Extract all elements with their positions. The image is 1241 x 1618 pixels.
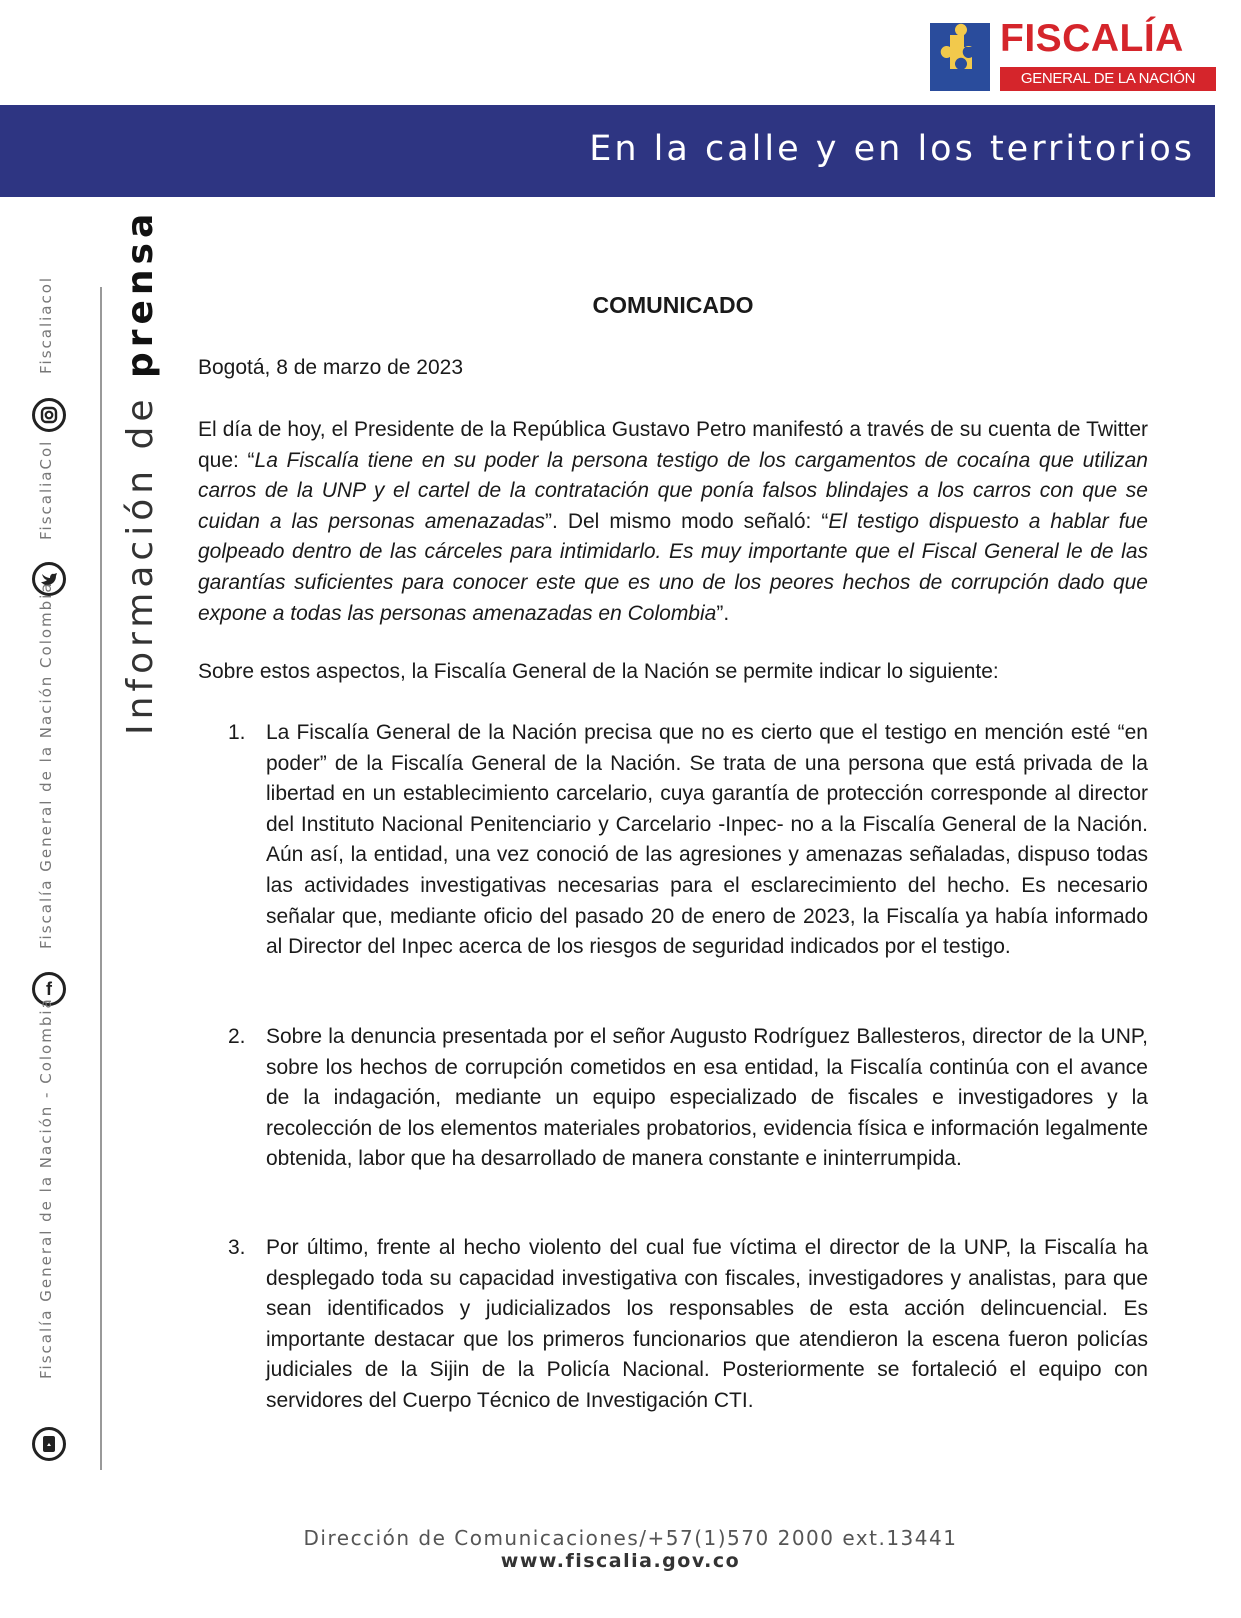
- paragraph-lead: El día de hoy, el Presidente de la República Gustavo Petro manifestó a través de su cuenta de Twitter que: “: [198, 418, 1148, 472]
- list-text: Por último, frente al hecho violento del cual fue víctima el director de la UNP, la Fiscalía ha desplegado toda su capacidad investigativa con fiscales, investigadores y analistas, para que sean identificados y judicializados los responsables de esta acción delincuencial. Es importante destacar que los primeros funcionarios que atendieron la escena fueron policías judiciales de la Sijin de la Policía Nacional. Posteriormente se fortaleció el equipo con servidores del Cuerpo Técnico de Investigación CTI.: [266, 1236, 1148, 1412]
- social-label-facebook: Fiscalía General de la Nación Colombia: [37, 581, 55, 949]
- section-label-light: Información de: [120, 378, 161, 735]
- social-sidebar: [25, 275, 79, 1482]
- banner-slogan: En la calle y en los territorios: [589, 129, 1195, 169]
- document-date: Bogotá, 8 de marzo de 2023: [198, 356, 464, 379]
- list-number: 2.: [228, 1025, 246, 1048]
- list-number: 3.: [228, 1236, 246, 1259]
- list-text: La Fiscalía General de la Nación precisa que no es cierto que el testigo en mención esté “en poder” de la Fiscalía General de la Nación. Se trata de una persona que está privada de la libertad en un establecimiento carcelario, cuya garantía de protección corresponde al director del Instituto Nacional Penitenciario y Carcelario -Inpec- no a la Fiscalía General de la Nación. Aún así, la entidad, una vez conoció de las agresiones y amenazas señaladas, dispuso todas las actividades investigativas necesarias para el esclarecimiento del hecho. Es necesario señalar que, mediante oficio del pasado 20 de enero de 2023, la Fiscalía ya había informado al Director del Inpec acerca de los riesgos de seguridad indicados por el testigo.: [266, 721, 1148, 959]
- section-label-bold: prensa: [120, 208, 161, 379]
- paragraph-middle: ”. Del mismo modo señaló: “: [545, 509, 829, 533]
- instagram-icon[interactable]: [32, 398, 66, 432]
- social-label-instagram: Fiscaliacol: [37, 275, 55, 374]
- logo-subtitle: GENERAL DE LA NACIÓN: [1000, 67, 1216, 91]
- list-number: 1.: [228, 721, 246, 744]
- social-label-twitter: FiscaliaCol: [37, 439, 55, 540]
- sidebar-divider: [100, 287, 102, 1470]
- slogan-banner: [0, 105, 1215, 197]
- footer-website-link[interactable]: www.fiscalia.gov.co: [500, 1550, 741, 1572]
- logo-title: FISCALÍA: [1000, 17, 1184, 60]
- social-label-youtube: Fiscalía General de la Nación - Colombia: [37, 997, 55, 1379]
- facebook-icon[interactable]: f: [32, 972, 66, 1006]
- puzzle-piece-icon: [930, 23, 990, 91]
- quote-1: La Fiscalía tiene en su poder la persona testigo de los cargamentos de cocaína que utilizan carros de la UNP y el cartel de la contratación que ponía falsos blindajes a los carros con que se cuidan a las personas amenazadas: [198, 448, 1148, 533]
- youtube-icon[interactable]: [32, 1427, 66, 1461]
- list-intro: Sobre estos aspectos, la Fiscalía General de la Nación se permite indicar lo siguiente:: [198, 660, 999, 683]
- fiscalia-logo: [930, 17, 1216, 91]
- paragraph-end: ”.: [716, 601, 730, 625]
- quote-2: El testigo dispuesto a hablar fue golpeado dentro de las cárceles para intimidarlo. Es muy importante que el Fiscal General le de las garantías suficientes para conocer este que es uno de los peores hechos de corrupción dado que expone a todas las personas amenazadas en Colombia: [198, 509, 1148, 625]
- paragraph-intro-quotes: [198, 415, 1148, 629]
- footer-contact: Dirección de Comunicaciones/+57(1)570 2000 ext.13441: [303, 1526, 958, 1550]
- footer: [0, 1526, 1241, 1572]
- section-label: [120, 209, 161, 735]
- document-title: COMUNICADO: [592, 292, 754, 318]
- list-text: Sobre la denuncia presentada por el señor Augusto Rodríguez Ballesteros, director de la UNP, sobre los hechos de corrupción cometidos en esa entidad, la Fiscalía continúa con el avance de la indagación, mediante un equipo especializado de fiscales e investigadores y la recolección de los elementos materiales probatorios, evidencia física e información legalmente obtenida, labor que ha desarrollado de manera constante e ininterrumpida.: [266, 1025, 1148, 1171]
